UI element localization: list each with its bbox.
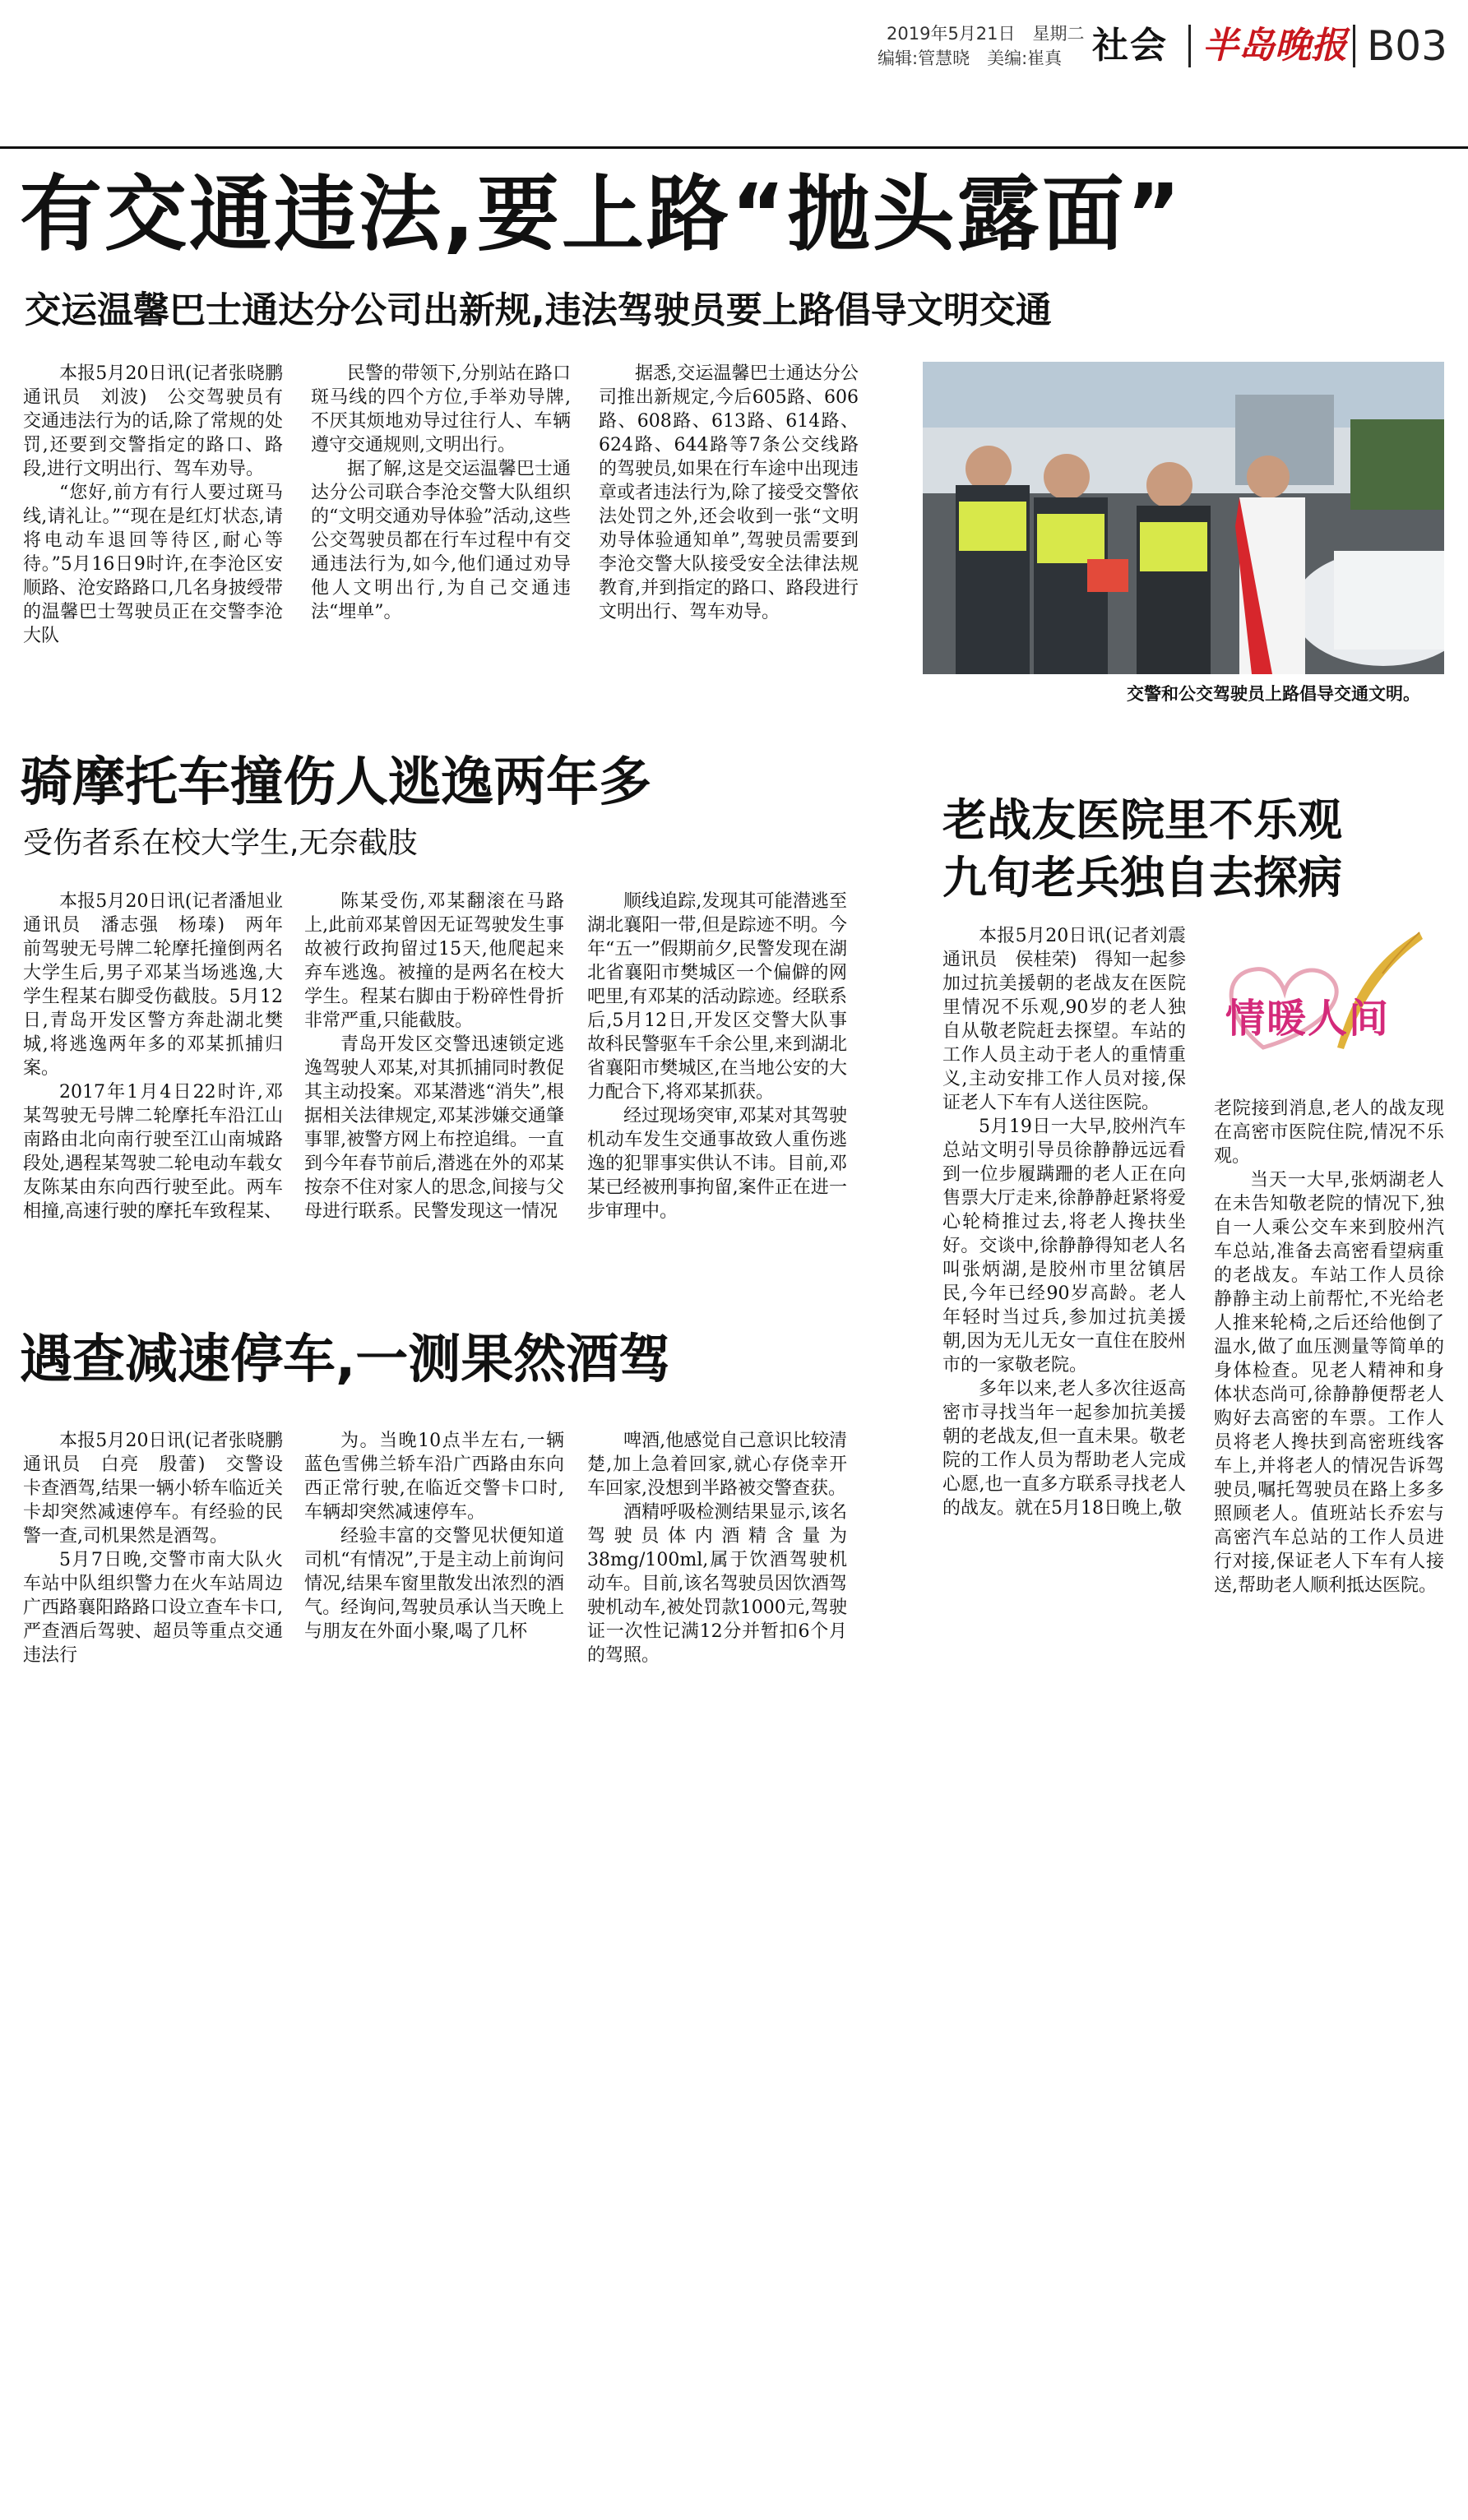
article4-paragraph: 当天一大早,张炳湖老人在未告知敬老院的情况下,独自一人乘公交车来到胶州汽车总站,准备去高密看望病重的老战友。车站工作人员徐静静主动上前帮忙,不光给老人推来轮椅,之后还给他倒了温水,做了血压测量等简单的身体检查。见老人精神和身体状态尚可,徐静静便帮老人购好去高密的车票。工作人员将老人搀扶到高密班线客车上,并将老人的情况告诉驾驶员,嘱托驾驶员在路上多多照顾老人。值班站长乔宏与高密汽车总站的工作人员进行对接,保证老人下车有人接送,帮助老人顺利抵达医院。: [1214, 1170, 1444, 1596]
article2-col2: [304, 890, 564, 1223]
article1-paragraph: 本报5月20日讯(记者张晓鹏 通讯员 刘波) 公交驾驶员有交通违法行为的话,除了常规的处罚,还要到交警指定的路口、路段,进行文明出行、驾车劝导。: [23, 363, 302, 479]
article3-paragraph: 经验丰富的交警见状便知道司机“有情况”,于是主动上前询问情况,结果车窗里散发出浓烈的酒气。经询问,驾驶员承认当天晚上与朋友在外面小聚,喝了几杯: [304, 1526, 564, 1642]
article2-paragraph: 2017年1月4日22时许,邓某驾驶无号牌二轮摩托车沿江山南路由北向南行驶至江山南城路段处,遇程某驾驶二轮电动车载女友陈某由东向西行驶至此。两车相撞,高速行驶的摩托车致程某、: [23, 1082, 283, 1222]
article3-col3: [587, 1429, 847, 1667]
article1-paragraph: “您好,前方有行人要过斑马线,请礼让。”“现在是红灯状态,请将电动车退回等待区,耐心等待。”5月16日9时许,在李沧区安顺路、沧安路路口,几名身披绶带的温馨巴士驾驶员正在交警李沧大队: [23, 483, 283, 646]
photo-illustration: [923, 362, 1444, 674]
article4-paragraph: 5月19日一大早,胶州汽车总站文明引导员徐静静远远看到一位步履蹒跚的老人正在向售票大厅走来,徐静静赶紧将爱心轮椅推过去,将老人搀扶坐好。交谈中,徐静静得知老人名叫张炳湖,是胶州市里岔镇居民,今年已经90岁高龄。老人年轻时当过兵,参加过抗美援朝,因为无儿无女一直住在胶州市的一家敬老院。: [942, 1117, 1186, 1376]
editors-credit: 编辑:管慧晓 美编:崔真: [878, 49, 1063, 68]
article3-paragraph: 本报5月20日讯(记者张晓鹏 通讯员 白亮 殷蕾) 交警设卡查酒驾,结果一辆小轿车临近关卡却突然减速停车。有经验的民警一查,司机果然是酒驾。: [23, 1431, 302, 1547]
article3-paragraph: 为。当晚10点半左右,一辆蓝色雪佛兰轿车沿广西路由东向西正常行驶,在临近交警卡口时,车辆却突然减速停车。: [304, 1431, 564, 1523]
article2-paragraph: 本报5月20日讯(记者潘旭业 通讯员 潘志强 杨瑧) 两年前驾驶无号牌二轮摩托撞倒两名大学生后,男子邓某当场逃逸,大学生程某右脚受伤截肢。5月12日,青岛开发区警方奔赴湖北樊城,将逃逸两年多的邓某抓捕归案。: [23, 891, 302, 1079]
photo-caption: 交警和公交驾驶员上路倡导交通文明。: [1127, 684, 1420, 704]
article3-col2: [304, 1429, 564, 1644]
article3-headline: 遇查减速停车,一测果然酒驾: [20, 1329, 672, 1390]
article4-paragraph: 本报5月20日讯(记者刘震 通讯员 侯桂荣) 得知一起参加过抗美援朝的老战友在医院里情况不乐观,90岁的老人独自从敬老院赶去探望。车站的工作人员主动于老人的重情重义,主动安排工作人员对接,保证老人下车有人送往医院。: [942, 926, 1205, 1113]
header-divider: [1188, 25, 1191, 67]
article3-paragraph: 酒精呼吸检测结果显示,该名驾驶员体内酒精含量为38mg/100ml,属于饮酒驾驶机动车。目前,该名驾驶员因饮酒驾驶机动车,被处罚款1000元,驾驶证一次性记满12分并暂扣6个月的驾照。: [587, 1502, 847, 1666]
article1-subhead: 交运温馨巴士通达分公司出新规,违法驾驶员要上路倡导文明交通: [25, 289, 1052, 331]
article3-col1: [23, 1429, 302, 1667]
article4-paragraph: 老院接到消息,老人的战友现在高密市医院住院,情况不乐观。: [1214, 1098, 1444, 1167]
header-rule: [0, 146, 1468, 149]
article2-paragraph: 顺线追踪,发现其可能潜逃至湖北襄阳一带,但是踪迹不明。今年“五一”假期前夕,民警发现在湖北省襄阳市樊城区一个偏僻的网吧里,有邓某的活动踪迹。经联系后,5月12日,开发区交警大队事故科民警驱车千余公里,来到湖北省襄阳市樊城区,在当地公安的大力配合下,将邓某抓获。: [587, 891, 847, 1103]
article1-col3: [599, 362, 859, 624]
article1-paragraph: 据了解,这是交运温馨巴士通达分公司联合李沧交警大队组织的“文明交通劝导体验”活动,这些公交驾驶员都在行车过程中有交通违法行为,如今,他们通过劝导他人文明出行,为自己交通违法“埋单”。: [311, 459, 571, 622]
article4-col1: [942, 924, 1205, 1520]
article3-paragraph: 5月7日晚,交警市南大队火车站中队组织警力在火车站周边广西路襄阳路路口设立查车卡口,严查酒后驾驶、超员等重点交通违法行: [23, 1550, 283, 1666]
article2-headline: 骑摩托车撞伤人逃逸两年多: [20, 752, 651, 813]
article1-col2: [311, 362, 571, 624]
traffic-police-photo: [923, 362, 1444, 674]
article2-col1: [23, 890, 302, 1223]
column-logo-text: 情暖人间: [1225, 996, 1391, 1042]
article1-headline: 有交通违法,要上路“抛头露面”: [20, 166, 1183, 262]
issue-date: 2019年5月21日 星期二: [887, 24, 1085, 44]
newspaper-logo: 半岛晚报: [1202, 25, 1347, 67]
article1-paragraph: 据悉,交运温馨巴士通达分公司推出新规定,今后605路、606路、608路、613路、614路、624路、644路等7条公交线路的驾驶员,如果在行车途中出现违章或者违法行为,除了接受交警依法处罚之外,还会收到一张“文明劝导体验通知单”,驾驶员需要到李沧交警大队接受安全法律法规教育,并到指定的路口、路段进行文明出行、驾车劝导。: [599, 363, 859, 622]
article2-col3: [587, 890, 847, 1223]
article2-subhead: 受伤者系在校大学生,无奈截肢: [23, 826, 418, 860]
article3-paragraph: 啤酒,他感觉自己意识比较清楚,加上急着回家,就心存侥幸开车回家,没想到半路被交警查获。: [587, 1431, 847, 1499]
article2-paragraph: 陈某受伤,邓某翻滚在马路上,此前邓某曾因无证驾驶发生事故被行政拘留过15天,他爬起来弃车逃逸。被撞的是两名在校大学生。程某右脚由于粉碎性骨折非常严重,只能截肢。: [304, 891, 564, 1031]
article2-paragraph: 经过现场突审,邓某对其驾驶机动车发生交通事故致人重伤逃逸的犯罪事实供认不讳。目前,邓某已经被刑事拘留,案件正在进一步审理中。: [587, 1106, 847, 1222]
article4-paragraph: 多年以来,老人多次往返高密市寻找当年一起参加抗美援朝的老战友,但一直未果。敬老院的工作人员为帮助老人完成心愿,也一直多方联系寻找老人的战友。就在5月18日晚上,敬: [942, 1379, 1186, 1519]
article4-col2: [1214, 1097, 1444, 1598]
article4-headline-line1: 老战友医院里不乐观: [942, 794, 1342, 846]
header-divider: [1353, 25, 1355, 67]
article4-headline-line2: 九旬老兵独自去探病: [942, 852, 1342, 904]
section-title: 社会: [1092, 25, 1168, 67]
article2-paragraph: 青岛开发区交警迅速锁定逃逸驾驶人邓某,对其抓捕同时教促其主动投案。邓某潜逃“消失”,根据相关法律规定,邓某涉嫌交通肇事罪,被警方网上布控追缉。一直到今年春节前后,潜逃在外的邓某按奈不住对家人的思念,间接与父母进行联系。民警发现这一情况: [304, 1034, 564, 1222]
article1-paragraph: 民警的带领下,分别站在路口斑马线的四个方位,手举劝导牌,不厌其烦地劝导过往行人、车辆遵守交通规则,文明出行。: [311, 363, 571, 455]
article1-col1: [23, 362, 302, 648]
page-number: B03: [1367, 22, 1447, 70]
